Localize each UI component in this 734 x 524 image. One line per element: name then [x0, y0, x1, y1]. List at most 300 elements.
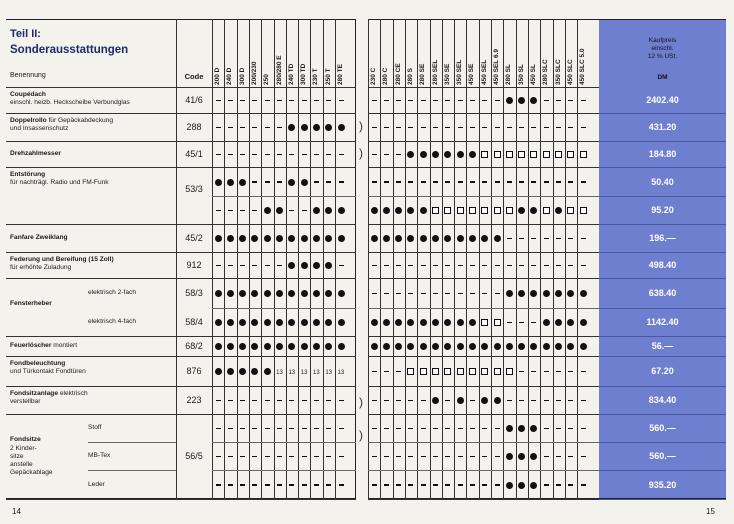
availability-cell: [442, 149, 454, 159]
availability-cell: [503, 149, 515, 159]
model-header: 200 D: [214, 67, 221, 85]
row-label: Fanfare Zweiklang: [10, 234, 68, 241]
availability-cell: [212, 177, 224, 187]
row-label-fondsitze-detail: anstelle: [10, 461, 33, 468]
availability-cell: [380, 149, 392, 159]
availability-cell: [528, 480, 540, 490]
row-label: Fondsitzanlage elektrisch: [10, 390, 88, 397]
column-header-code: Code: [184, 72, 204, 81]
availability-cell: [237, 95, 249, 105]
availability-cell: [528, 233, 540, 243]
availability-cell: [491, 122, 503, 132]
price-rule: [599, 336, 726, 337]
availability-cell: [417, 480, 429, 490]
availability-cell: [393, 451, 405, 461]
model-header: 280 SL: [505, 64, 513, 85]
availability-cell: [261, 423, 273, 433]
availability-cell: [393, 288, 405, 298]
availability-cell: [261, 122, 273, 132]
option-code: 53/3: [185, 184, 203, 194]
availability-cell: [503, 260, 515, 270]
availability-cell: [442, 341, 454, 351]
availability-cell: [368, 451, 380, 461]
availability-cell: [466, 260, 478, 270]
option-price: 638.40: [648, 288, 677, 298]
availability-cell: [503, 451, 515, 461]
row-subrule: [88, 442, 176, 443]
availability-cell: [454, 395, 466, 405]
availability-cell: [565, 233, 577, 243]
availability-cell: [553, 451, 565, 461]
availability-cell: [405, 366, 417, 376]
availability-cell: [380, 177, 392, 187]
availability-cell: [516, 366, 528, 376]
availability-cell: [286, 95, 298, 105]
availability-cell: [249, 149, 261, 159]
availability-cell: [553, 95, 565, 105]
availability-cell: [577, 317, 589, 327]
row-rule: [368, 141, 599, 142]
availability-cell: [335, 288, 347, 298]
availability-cell: [405, 205, 417, 215]
availability-cell: [249, 288, 261, 298]
availability-cell: [491, 423, 503, 433]
availability-cell: [298, 177, 310, 187]
availability-cell: [442, 480, 454, 490]
availability-cell: [577, 260, 589, 270]
availability-cell: [430, 205, 442, 215]
price-header-3: 12 % USt.: [647, 53, 678, 60]
availability-cell: [393, 149, 405, 159]
availability-cell: [405, 149, 417, 159]
price-header-1: Kaufpreis: [648, 37, 677, 44]
availability-cell: [528, 366, 540, 376]
model-header: 230 C: [370, 67, 377, 85]
availability-cell: [565, 480, 577, 490]
availability-cell: [430, 423, 442, 433]
availability-cell: [528, 423, 540, 433]
availability-cell: [503, 366, 515, 376]
availability-cell: [417, 122, 429, 132]
availability-cell: [212, 149, 224, 159]
option-price: 834.40: [648, 395, 677, 405]
availability-cell: [298, 451, 310, 461]
availability-cell: [430, 260, 442, 270]
row-label-detail: verstellbar: [10, 398, 41, 405]
continuation-brace-icon: ): [359, 395, 363, 409]
row-rule: [368, 167, 599, 168]
availability-cell: [553, 366, 565, 376]
availability-cell: [298, 149, 310, 159]
availability-cell: [393, 95, 405, 105]
row-subrule: [368, 470, 599, 471]
model-header: 280 SE: [419, 63, 427, 85]
availability-cell: [298, 480, 310, 490]
availability-cell: [417, 205, 429, 215]
availability-cell: [298, 122, 310, 132]
availability-cell: [442, 233, 454, 243]
row-subrule: [212, 442, 356, 443]
availability-cell: [249, 260, 261, 270]
availability-cell: [224, 288, 236, 298]
availability-cell: [405, 451, 417, 461]
availability-cell: [212, 205, 224, 215]
availability-cell: [286, 205, 298, 215]
availability-cell: [454, 205, 466, 215]
availability-cell: [516, 451, 528, 461]
option-price: 431.20: [648, 122, 677, 132]
row-label: MB-Tex: [88, 452, 111, 459]
availability-cell: [553, 395, 565, 405]
availability-cell: [286, 288, 298, 298]
availability-cell: [430, 341, 442, 351]
row-rule: [6, 386, 356, 387]
availability-cell: [393, 233, 405, 243]
availability-cell: [393, 395, 405, 405]
availability-cell: [335, 95, 347, 105]
header-rule: [6, 87, 356, 88]
option-code: 45/2: [185, 233, 203, 243]
row-label-detail: und Türkontakt Fondtüren: [10, 368, 86, 375]
row-label: Feuerlöscher montiert: [10, 342, 78, 349]
availability-cell: [323, 395, 335, 405]
availability-cell: [237, 395, 249, 405]
availability-cell: [368, 423, 380, 433]
availability-cell: 13: [300, 370, 308, 376]
availability-cell: [479, 233, 491, 243]
availability-cell: [454, 451, 466, 461]
availability-cell: [380, 423, 392, 433]
availability-cell: [274, 288, 286, 298]
availability-cell: [405, 177, 417, 187]
availability-cell: [393, 260, 405, 270]
model-header: 300 TD: [300, 63, 308, 85]
row-rule: [6, 278, 356, 279]
availability-cell: [417, 366, 429, 376]
availability-cell: [224, 341, 236, 351]
availability-cell: [479, 480, 491, 490]
availability-cell: [417, 423, 429, 433]
availability-cell: 13: [313, 370, 320, 376]
availability-cell: [237, 366, 249, 376]
option-code: 288: [186, 122, 202, 132]
availability-cell: [503, 205, 515, 215]
row-label: elektrisch 2-fach: [88, 289, 137, 296]
row-rule: [6, 141, 356, 142]
availability-cell: [417, 451, 429, 461]
availability-cell: [553, 122, 565, 132]
availability-cell: [577, 288, 589, 298]
row-rule: [368, 252, 599, 253]
availability-cell: [298, 233, 310, 243]
row-subrule: [212, 308, 356, 309]
availability-cell: [430, 317, 442, 327]
availability-cell: [286, 260, 298, 270]
availability-cell: [212, 366, 224, 376]
model-header: 450 SLC 5.0: [579, 48, 587, 85]
availability-cell: [249, 395, 261, 405]
availability-cell: [417, 149, 429, 159]
availability-cell: [479, 423, 491, 433]
row-rule: [6, 252, 356, 253]
availability-cell: [335, 149, 347, 159]
availability-cell: [274, 205, 286, 215]
row-label: elektrisch 4-fach: [88, 318, 137, 325]
model-header: 280 SEL: [431, 59, 439, 85]
availability-cell: [540, 288, 552, 298]
availability-cell: [405, 423, 417, 433]
availability-cell: [491, 341, 503, 351]
row-label: Fondbeleuchtung: [10, 360, 66, 367]
availability-cell: [430, 233, 442, 243]
row-rule: [6, 356, 356, 357]
row-label-detail: einschl. heizb. Heckscheibe Verbundglas: [10, 99, 130, 106]
availability-cell: [380, 122, 392, 132]
availability-cell: [261, 177, 273, 187]
row-label: Stoff: [88, 424, 102, 431]
availability-cell: [274, 423, 286, 433]
row-label-fondsitze: Fondsitze: [10, 436, 41, 443]
availability-cell: [466, 233, 478, 243]
availability-cell: [237, 177, 249, 187]
availability-cell: [310, 177, 322, 187]
availability-cell: [516, 149, 528, 159]
column-header-benennung: Benennung: [10, 72, 46, 79]
availability-cell: [516, 260, 528, 270]
availability-cell: [540, 480, 552, 490]
availability-cell: [454, 341, 466, 351]
availability-cell: [261, 341, 273, 351]
availability-cell: [224, 260, 236, 270]
availability-cell: [577, 149, 589, 159]
availability-cell: [528, 341, 540, 351]
availability-cell: [405, 122, 417, 132]
price-rule: [599, 224, 726, 225]
availability-cell: [565, 366, 577, 376]
option-code: 58/3: [185, 288, 203, 298]
row-rule: [368, 336, 599, 337]
row-subrule: [368, 196, 599, 197]
availability-cell: [323, 205, 335, 215]
availability-cell: [565, 149, 577, 159]
price-rule: [599, 499, 726, 500]
availability-cell: [466, 177, 478, 187]
availability-cell: [261, 395, 273, 405]
availability-cell: [323, 288, 335, 298]
row-subrule: [212, 470, 356, 471]
availability-cell: [380, 233, 392, 243]
availability-cell: [577, 341, 589, 351]
model-header: 350 SEL: [456, 59, 464, 85]
option-code: 41/6: [185, 95, 203, 105]
availability-cell: [212, 288, 224, 298]
availability-cell: [224, 451, 236, 461]
availability-cell: [577, 122, 589, 132]
row-rule: [368, 356, 599, 357]
availability-cell: [430, 288, 442, 298]
availability-cell: [212, 451, 224, 461]
availability-cell: [503, 122, 515, 132]
availability-cell: [405, 480, 417, 490]
availability-cell: [516, 233, 528, 243]
availability-cell: [442, 95, 454, 105]
availability-cell: [224, 205, 236, 215]
option-price: 50.40: [651, 176, 674, 187]
availability-cell: [261, 480, 273, 490]
availability-cell: [503, 317, 515, 327]
availability-cell: [466, 423, 478, 433]
availability-cell: [553, 423, 565, 433]
availability-cell: [310, 480, 322, 490]
availability-cell: [553, 480, 565, 490]
price-rule: [599, 356, 726, 357]
availability-cell: [466, 205, 478, 215]
availability-cell: [565, 341, 577, 351]
availability-cell: [310, 423, 322, 433]
availability-cell: [540, 341, 552, 351]
availability-cell: [479, 95, 491, 105]
availability-cell: [274, 451, 286, 461]
availability-cell: [274, 395, 286, 405]
availability-cell: [540, 205, 552, 215]
availability-cell: [274, 122, 286, 132]
availability-cell: [417, 395, 429, 405]
availability-cell: [323, 480, 335, 490]
price-header-2: einschl.: [651, 45, 674, 52]
availability-cell: [368, 233, 380, 243]
availability-cell: [516, 288, 528, 298]
row-rule: [368, 499, 599, 500]
availability-cell: [479, 149, 491, 159]
option-price: 2402.40: [646, 95, 679, 105]
availability-cell: [335, 423, 347, 433]
availability-cell: [491, 95, 503, 105]
model-header: 350 SL: [517, 64, 525, 85]
availability-cell: [577, 480, 589, 490]
price-rule: [599, 386, 726, 387]
model-header: 250: [263, 74, 271, 85]
availability-cell: [310, 451, 322, 461]
availability-cell: [368, 177, 380, 187]
availability-cell: [565, 260, 577, 270]
availability-cell: [479, 366, 491, 376]
availability-cell: [310, 149, 322, 159]
availability-cell: [491, 317, 503, 327]
row-label-detail: für erhöhte Zuladung: [10, 264, 72, 271]
availability-cell: [237, 288, 249, 298]
price-header-currency: DM: [657, 74, 668, 81]
availability-cell: [516, 317, 528, 327]
model-header: 200/230: [250, 61, 258, 85]
availability-cell: [393, 205, 405, 215]
availability-cell: [479, 341, 491, 351]
availability-cell: [516, 95, 528, 105]
availability-cell: [380, 451, 392, 461]
availability-cell: [466, 341, 478, 351]
availability-cell: [261, 317, 273, 327]
availability-cell: [430, 480, 442, 490]
availability-cell: [491, 149, 503, 159]
availability-cell: [540, 95, 552, 105]
availability-cell: [249, 423, 261, 433]
availability-cell: [454, 149, 466, 159]
availability-cell: [249, 177, 261, 187]
row-subrule: [212, 196, 356, 197]
model-header: 230 T: [312, 68, 320, 85]
availability-cell: [310, 233, 322, 243]
availability-cell: [417, 341, 429, 351]
availability-cell: [274, 177, 286, 187]
availability-cell: [335, 233, 347, 243]
availability-cell: 13: [337, 370, 345, 376]
row-label-detail: für nachträgl. Radio und FM-Funk: [10, 179, 109, 186]
availability-cell: [528, 205, 540, 215]
availability-cell: [310, 122, 322, 132]
row-label-detail: und Insassenschutz: [10, 125, 69, 132]
availability-cell: [454, 177, 466, 187]
availability-cell: [479, 288, 491, 298]
availability-cell: [212, 480, 224, 490]
availability-cell: [335, 317, 347, 327]
availability-cell: [286, 423, 298, 433]
availability-cell: [310, 341, 322, 351]
section-label: Teil II:: [10, 28, 41, 40]
availability-cell: [212, 423, 224, 433]
price-rule: [599, 308, 726, 309]
availability-cell: [298, 395, 310, 405]
availability-cell: [454, 480, 466, 490]
availability-cell: [249, 366, 261, 376]
availability-cell: [405, 395, 417, 405]
availability-cell: [430, 395, 442, 405]
availability-cell: [224, 122, 236, 132]
availability-cell: [368, 149, 380, 159]
availability-cell: [565, 205, 577, 215]
availability-cell: [565, 451, 577, 461]
availability-cell: [368, 95, 380, 105]
availability-cell: [380, 205, 392, 215]
availability-cell: [417, 260, 429, 270]
availability-cell: [212, 395, 224, 405]
option-price: 1142.40: [646, 317, 679, 327]
option-code: 68/2: [185, 341, 203, 351]
row-rule: [368, 386, 599, 387]
availability-cell: [454, 260, 466, 270]
availability-cell: [454, 233, 466, 243]
availability-cell: [565, 395, 577, 405]
availability-cell: [335, 177, 347, 187]
availability-cell: [516, 177, 528, 187]
price-rule: [599, 141, 726, 142]
availability-cell: [565, 177, 577, 187]
availability-cell: [298, 423, 310, 433]
availability-cell: [310, 317, 322, 327]
availability-cell: [528, 95, 540, 105]
availability-cell: [417, 317, 429, 327]
availability-cell: [224, 366, 236, 376]
row-label-fondsitze-detail: sitze: [10, 453, 24, 460]
availability-cell: [368, 366, 380, 376]
availability-cell: [405, 260, 417, 270]
row-rule: [6, 414, 356, 415]
availability-cell: [503, 423, 515, 433]
row-subrule: [88, 470, 176, 471]
availability-cell: [335, 341, 347, 351]
availability-cell: [261, 260, 273, 270]
availability-cell: [310, 260, 322, 270]
availability-cell: [212, 95, 224, 105]
availability-cell: [298, 317, 310, 327]
